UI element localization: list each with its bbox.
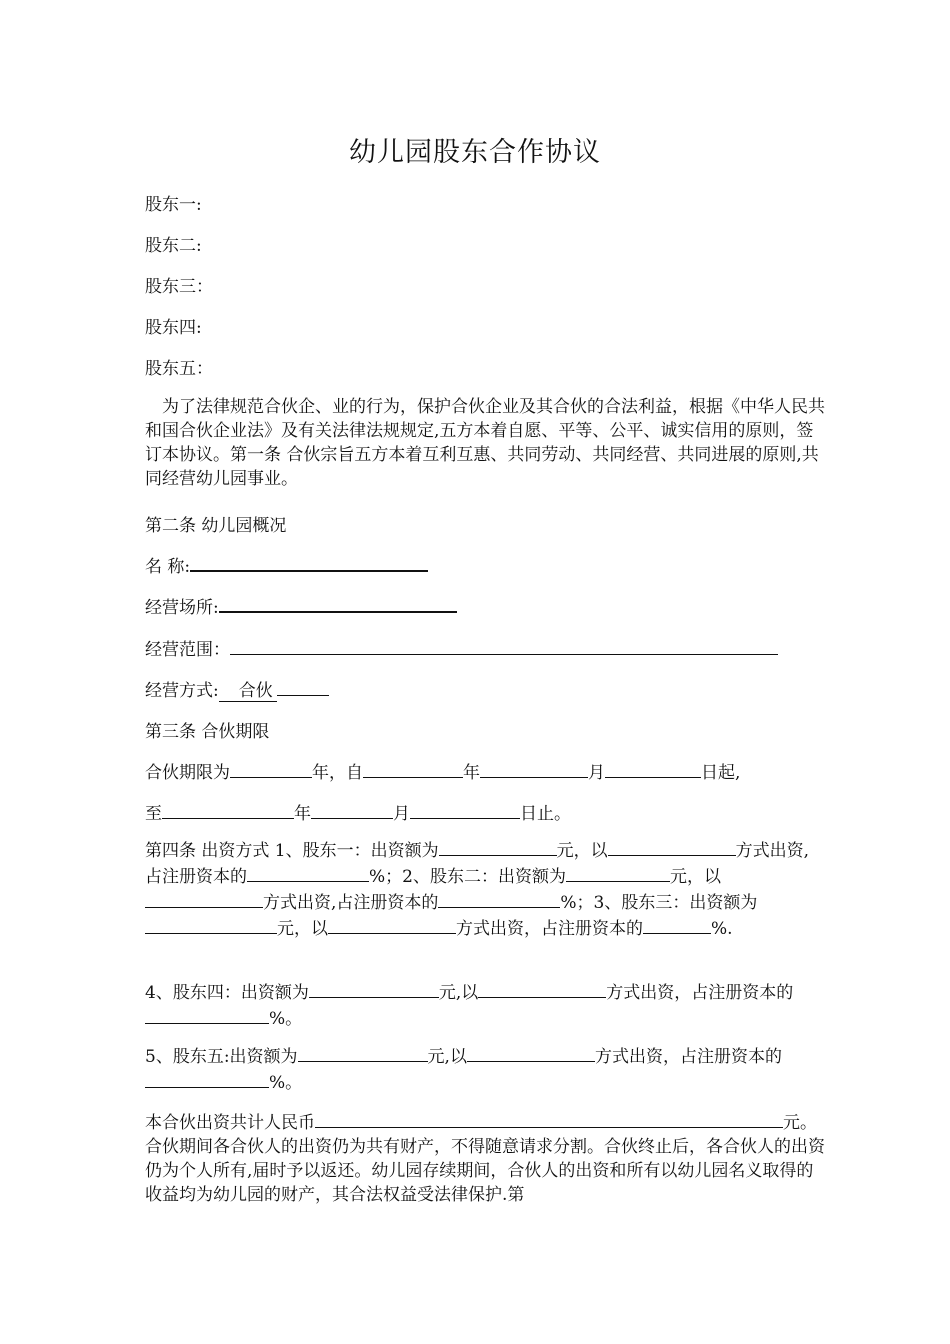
article-4-text: 方式出资，占注册资本的 <box>606 983 794 1003</box>
term-text: 年 <box>294 804 311 824</box>
place-label: 经营场所: <box>145 598 219 618</box>
total-contribution-paragraph <box>145 1109 825 1207</box>
article-4-text: 元,以 <box>438 983 479 1003</box>
intro-paragraph: 为了法律规范合伙企、业的行为，保护合伙企业及其合伙的合法利益，根据《中华人民共和国合伙企业法》及有关法律法规规定,五方本着自愿、平等、公平、诚实信用的原则，签订本协议。第一条 合伙宗旨五方本着互利互惠、共同劳动、共同经营、共同进展的原则,共同经营幼儿园事业。 <box>145 397 825 489</box>
method-blank-1 <box>608 837 736 856</box>
method-blank-2 <box>145 889 263 908</box>
mode-row <box>145 676 329 701</box>
mode-label: 经营方式: <box>145 681 219 701</box>
place-blank <box>219 593 457 613</box>
end-day-blank <box>410 800 520 819</box>
article-4-text: 第四条 出资方式 1、股东一：出资额为 <box>145 841 439 861</box>
scope-row <box>145 635 778 660</box>
name-label: 名 称: <box>145 557 191 577</box>
start-day-blank <box>605 759 701 778</box>
place-row <box>145 593 457 618</box>
article-4-text: 元，以 <box>556 841 608 861</box>
name-row <box>145 552 428 577</box>
percent-blank-5 <box>145 1069 269 1088</box>
percent-blank-3 <box>643 915 711 934</box>
method-blank-3 <box>328 915 456 934</box>
shareholder-5-contribution <box>145 1043 825 1095</box>
term-text: 年 <box>463 763 480 783</box>
start-month-blank <box>480 759 588 778</box>
article-4-paragraph <box>145 837 825 941</box>
method-blank-5 <box>467 1043 595 1062</box>
page-title: 幼儿园股东合作协议 <box>349 137 601 168</box>
article-4-text: %；2、股东二：出资额为 <box>369 867 566 887</box>
term-text: 至 <box>145 804 162 824</box>
shareholder-2: 股东二: <box>145 236 202 256</box>
term-row-2 <box>145 799 571 824</box>
amount-blank-2 <box>566 863 670 882</box>
shareholder-4-contribution <box>145 979 825 1031</box>
shareholder-5: 股东五： <box>145 359 213 379</box>
term-text: 年，自 <box>312 763 363 783</box>
total-text: 元。合伙期间各合伙人的出资仍为共有财产，不得随意请求分割。合伙终止后，各合伙人的出资仍为个人所有,届时予以返还。幼儿园存续期间，合伙人的出资和所有以幼儿园名义取得的收益均为幼儿园的财产，其合法权益受法律保护.第 <box>145 1113 825 1205</box>
total-amount-blank <box>315 1109 783 1128</box>
scope-label: 经营范围： <box>145 640 230 660</box>
article-4-text: 5、股东五:出资额为 <box>145 1047 298 1067</box>
term-text: 日止。 <box>520 804 571 824</box>
article-4-text: 元，以 <box>669 867 721 887</box>
percent-blank-4 <box>145 1005 269 1024</box>
shareholder-3: 股东三： <box>145 277 213 297</box>
article-4-text: 方式出资,占注册资本的 <box>145 841 810 887</box>
article-4-text: %。 <box>269 1073 303 1093</box>
total-text: 本合伙出资共计人民币 <box>145 1113 315 1133</box>
article-4-text: 方式出资,占注册资本的 <box>263 893 439 913</box>
start-year-blank <box>363 759 463 778</box>
mode-value: 合伙 <box>219 681 277 702</box>
shareholder-4: 股东四: <box>145 318 202 338</box>
article-4-text: 方式出资，占注册资本的 <box>456 919 643 939</box>
name-blank <box>190 552 428 572</box>
amount-blank-5 <box>298 1043 428 1062</box>
shareholder-1: 股东一: <box>145 195 202 215</box>
article-4-text: 4、股东四：出资额为 <box>145 983 309 1003</box>
amount-blank-4 <box>309 979 439 998</box>
term-text: 合伙期限为 <box>145 763 230 783</box>
article-4-text: %. <box>711 919 733 939</box>
amount-blank-1 <box>439 837 557 856</box>
percent-blank-1 <box>247 863 369 882</box>
article-4-text: %。 <box>269 1009 303 1029</box>
article-4-text: 方式出资，占注册资本的 <box>594 1047 782 1067</box>
article-2-heading: 第二条 幼儿园概况 <box>145 516 287 536</box>
scope-blank <box>230 636 778 655</box>
term-years-blank <box>230 759 312 778</box>
end-year-blank <box>162 800 294 819</box>
mode-blank <box>277 677 329 696</box>
term-text: 月 <box>393 804 410 824</box>
method-blank-4 <box>478 979 606 998</box>
article-4-text: 元，以 <box>277 919 328 939</box>
term-row-1 <box>145 758 740 783</box>
article-4-text: %；3、股东三：出资额为 <box>560 893 758 913</box>
end-month-blank <box>311 800 393 819</box>
term-text: 月 <box>588 763 605 783</box>
amount-blank-3 <box>145 915 277 934</box>
article-4-text: 元,以 <box>427 1047 467 1067</box>
percent-blank-2 <box>438 889 560 908</box>
term-text: 日起, <box>701 763 741 783</box>
article-3-heading: 第三条 合伙期限 <box>145 722 270 742</box>
